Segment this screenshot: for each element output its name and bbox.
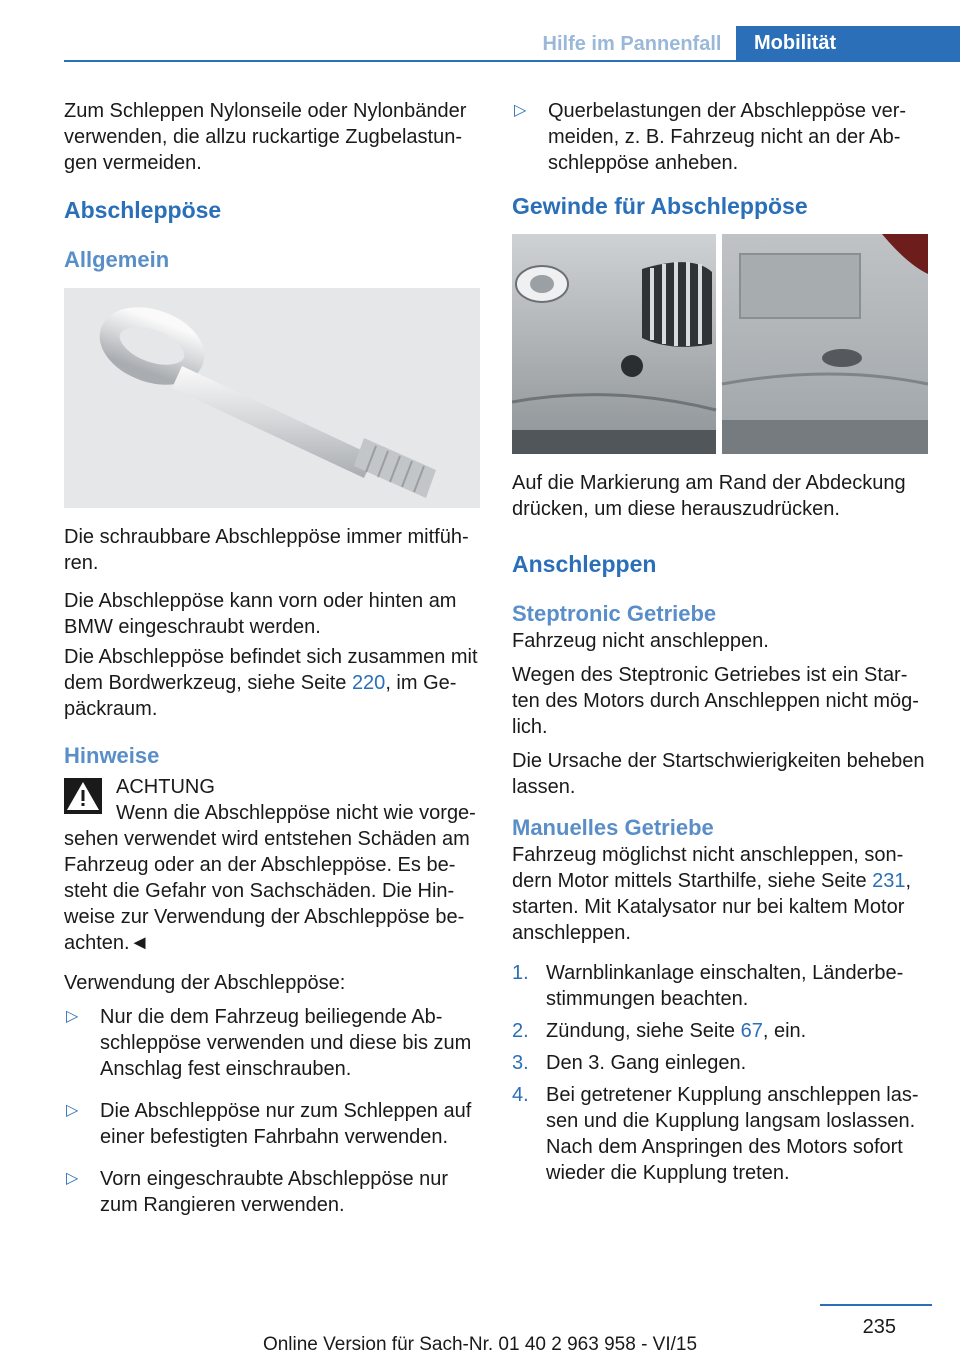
paragraph-steptronic-2: Wegen des Steptronic Getriebes ist ein Star-ten des Motors durch Anschleppen nicht mög-lich. [512, 664, 919, 738]
tow-eye-illustration [64, 288, 480, 508]
paragraph-steptronic-3: Die Ursache der Startschwierigkeiten beheben lassen. [512, 750, 925, 798]
warning-block [64, 774, 482, 956]
paragraph-manuell: Fahrzeug möglichst nicht anschleppen, son-dern Motor mittels Starthilfe, siehe Seite 231, starten. Mit Katalysator nur bei kaltem Motor anschleppen. [512, 844, 912, 944]
list-item: ▷ Nur die dem Fahrzeug beiliegende Ab-schleppöse verwenden und diese bis zum Anschlag fest einschrauben. [66, 1006, 472, 1080]
usage-intro: Verwendung der Abschleppöse: [64, 972, 346, 994]
heading-gewinde: Gewinde für Abschleppöse [512, 193, 808, 219]
bumper-thread-photo [512, 234, 928, 454]
warning-title: ACHTUNG [116, 776, 215, 798]
chapter-tab[interactable]: Mobilität [736, 26, 960, 62]
list-item: 1. Warnblinkanlage einschalten, Länderbe-stimmungen beachten. [512, 962, 904, 1010]
paragraph-screw-in: Die schraubbare Abschleppöse immer mitfüh-ren. [64, 526, 469, 574]
paragraph-steptronic-1: Fahrzeug nicht anschleppen. [512, 630, 769, 652]
bullet-triangle-icon: ▷ [514, 102, 527, 119]
right-column [512, 98, 930, 1192]
page-link-231[interactable]: 231 [872, 870, 906, 892]
warning-text: Wenn die Abschleppöse nicht wie vorge-sehen verwendet wird entstehen Schäden am Fahrzeug oder an der Abschleppöse. Es be-steht die Gefahr von Sachschäden. Die Hin-weise zur Verwendung der Abschleppöse be-achten.◄ [64, 802, 476, 954]
header-rule [64, 60, 960, 62]
page-link-67[interactable]: 67 [740, 1020, 763, 1042]
page-link-220[interactable]: 220 [351, 672, 386, 694]
heading-anschleppen: Anschleppen [512, 551, 657, 577]
bullet-triangle-icon: ▷ [66, 1170, 79, 1187]
list-item: ▷ Die Abschleppöse nur zum Schleppen auf einer befestigten Fahrbahn verwenden. [66, 1100, 472, 1148]
list-item: 4. Bei getretener Kupplung anschleppen las-sen und die Kupplung langsam loslassen. Nach dem Anspringen des Motors sofort wieder die Kupplung treten. [512, 1084, 919, 1184]
usage-list-continued [512, 98, 930, 176]
heading-manuell: Manuelles Getriebe [512, 815, 714, 840]
heading-allgemein: Allgemein [64, 247, 170, 272]
list-item: 2. Zündung, siehe Seite 67, ein. [512, 1020, 807, 1042]
steps-list [512, 960, 930, 1186]
page-number: 235 [862, 1316, 896, 1338]
section-tab[interactable]: Hilfe im Pannenfall [542, 33, 722, 55]
paragraph-cover: Auf die Markierung am Rand der Abdeckung drücken, um diese herauszudrücken. [512, 472, 906, 520]
bullet-triangle-icon: ▷ [66, 1008, 79, 1025]
intro-paragraph: Zum Schleppen Nylonseile oder Nylonbänder verwenden, die allzu ruckartige Zugbelastun-gen vermeiden. [64, 100, 467, 174]
online-version-note: Online Version für Sach-Nr. 01 40 2 963 958 - VI/15 [262, 1334, 698, 1355]
heading-hinweise: Hinweise [64, 743, 160, 768]
list-item: ▷ Vorn eingeschraubte Abschleppöse nur zum Rangieren verwenden. [66, 1168, 449, 1216]
list-item: ▷ Querbelastungen der Abschleppöse ver-meiden, z. B. Fahrzeug nicht an der Ab-schleppöse anheben. [514, 100, 907, 174]
usage-list [64, 1004, 482, 1218]
list-item: 3. Den 3. Gang einlegen. [512, 1052, 747, 1074]
heading-steptronic: Steptronic Getriebe [512, 601, 717, 626]
paragraph-location: Die Abschleppöse befindet sich zusammen mit dem Bordwerkzeug, siehe Seite 220, im Ge-päckraum. [64, 646, 478, 720]
footer-rule [820, 1304, 932, 1306]
left-column [64, 98, 482, 1234]
warning-triangle-icon [64, 778, 102, 814]
bullet-triangle-icon: ▷ [66, 1102, 79, 1119]
paragraph-front-rear: Die Abschleppöse kann vorn oder hinten am BMW eingeschraubt werden. [64, 590, 457, 638]
heading-abschleppoese: Abschleppöse [64, 197, 222, 223]
